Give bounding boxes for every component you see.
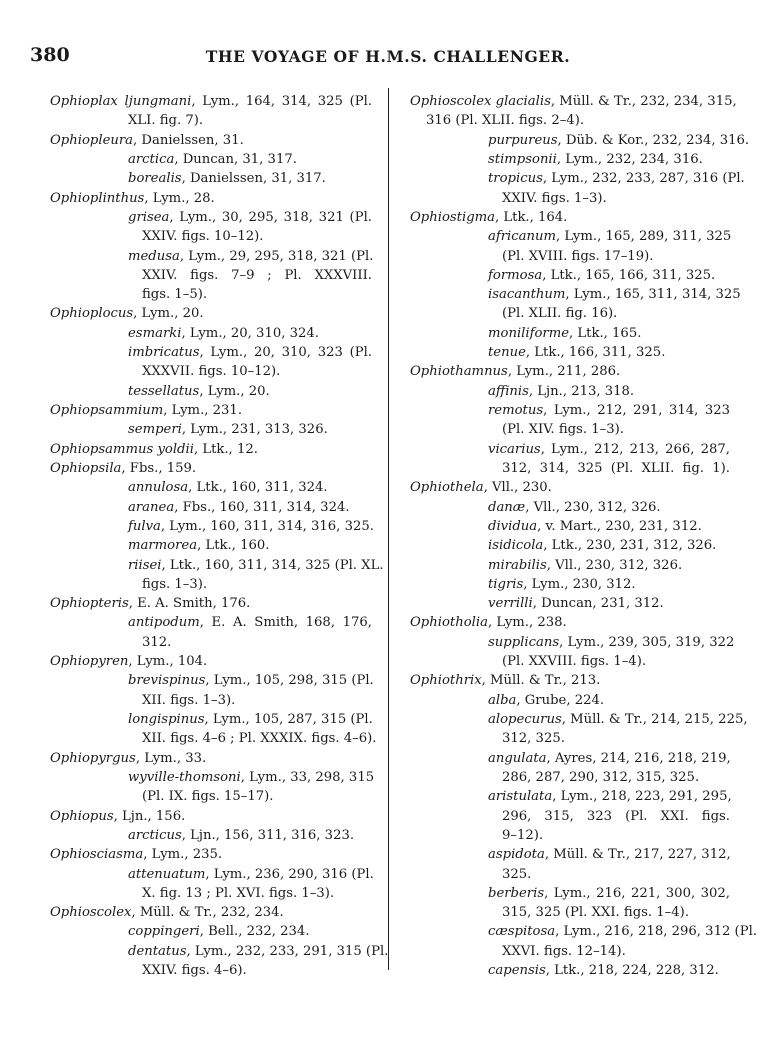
reference-text: 9–12). [502, 827, 544, 843]
taxon-name: alba [488, 692, 517, 708]
index-entry-line [410, 652, 730, 671]
index-entry-line [50, 382, 372, 401]
reference-text: , Lym., 160, 311, 314, 316, 325. [160, 518, 374, 534]
reference-text: , Lym., 211, 286. [507, 364, 621, 380]
reference-text: XXIV. figs. 10–12). [142, 229, 264, 245]
taxon-name: berberis [488, 885, 545, 901]
index-entry-genus [50, 131, 372, 150]
taxon-name: borealis [128, 171, 182, 187]
reference-text: , Ljn., 156, 311, 316, 323. [181, 827, 355, 843]
taxon-name: Ophiopyrgus [50, 750, 136, 766]
taxon-name: supplicans [488, 634, 560, 650]
reference-text: , Ayres, 214, 216, 218, 219, [546, 750, 731, 766]
reference-text: XXIV. figs. 7–9 ; Pl. XXXVIII. [142, 267, 372, 283]
taxon-name: tigris [488, 576, 524, 592]
index-entry-line [50, 169, 372, 188]
reference-text: , Lym., 218, 223, 291, 295, [552, 789, 732, 805]
taxon-name: tessellatus [128, 383, 200, 399]
taxon-name: formosa [488, 267, 543, 283]
reference-text: , Vll., 230, 312, 326. [525, 499, 661, 515]
index-entry-line [410, 247, 730, 266]
index-entry-line [410, 768, 730, 787]
reference-text: , Ljn., 156. [113, 808, 186, 824]
index-entry-genus [50, 845, 372, 864]
reference-text: , Lym., 232, 233, 291, 315 (Pl. [186, 943, 389, 959]
taxon-name: cæspitosa [488, 924, 556, 940]
index-entry-genus [50, 92, 372, 111]
index-entry-line [50, 710, 372, 729]
reference-text: figs. 1–5). [142, 287, 208, 303]
reference-text: , Lym., 105, 287, 315 (Pl. [204, 712, 373, 727]
reference-text: 316 (Pl. XLII. figs. 2–4). [426, 113, 585, 129]
taxon-name: Ophioplocus [50, 306, 134, 322]
index-entry-line [50, 942, 389, 961]
reference-text: figs. 1–3). [142, 576, 208, 592]
taxon-name: riisei [128, 557, 162, 573]
index-entry-genus [50, 401, 372, 420]
index-entry-genus [50, 807, 372, 826]
reference-text: , Lym., 231. [163, 403, 243, 418]
taxon-name: coppingeri [128, 924, 200, 940]
index-entry-genus [410, 362, 730, 381]
reference-text: , Ltk., 160, 311, 324. [188, 480, 328, 496]
taxon-name: longispinus [128, 712, 205, 727]
reference-text: , Lym., 104. [128, 654, 208, 670]
index-column-right [410, 92, 757, 980]
reference-text: , Lym., 238. [487, 615, 567, 631]
taxon-name: africanum [488, 229, 557, 245]
reference-text: , Lym., 28. [144, 190, 215, 206]
index-entry-genus [410, 671, 730, 690]
reference-text: , Lym., 236, 290, 316 (Pl. [205, 866, 374, 882]
reference-text: 312, 314, 325 (Pl. XLII. fig. 1). [502, 460, 730, 476]
taxon-name: aranea [128, 499, 175, 515]
reference-text: , Grube, 224. [516, 692, 605, 708]
taxon-name: esmarki [128, 325, 182, 341]
reference-text: , Ltk., 160, 311, 314, 325 (Pl. XL. [161, 557, 384, 573]
taxon-name: alopecurus [488, 712, 562, 727]
index-entry-line [50, 285, 372, 304]
reference-text: , Lym., 105, 298, 315 (Pl. [205, 673, 374, 689]
index-entry-genus [50, 459, 372, 478]
reference-text: , Lym., 212, 291, 314, 323 [543, 403, 730, 418]
page-number: 380 [30, 44, 70, 66]
index-entry-line [410, 884, 730, 903]
reference-text: (Pl. XVIII. figs. 17–19). [502, 248, 654, 264]
index-entry-genus [50, 440, 372, 459]
reference-text: , Duncan, 31, 317. [174, 151, 297, 167]
index-entry-line [50, 671, 372, 690]
index-entry-genus [410, 208, 730, 227]
reference-text: , Müll. & Tr., 213. [481, 673, 601, 689]
index-entry-line [50, 362, 372, 381]
taxon-name: mirabilis [488, 557, 547, 573]
reference-text: , Lym., 216, 218, 296, 312 (Pl. [555, 924, 757, 940]
running-head: THE VOYAGE OF H.M.S. CHALLENGER. [205, 47, 571, 66]
reference-text: , Lym., 230, 312. [523, 576, 636, 592]
index-entry-line [410, 749, 730, 768]
index-entry-genus [50, 189, 372, 208]
reference-text: , Düb. & Kor., 232, 234, 316. [557, 132, 750, 148]
reference-text: , Müll. & Tr., 217, 227, 312, [544, 847, 731, 863]
reference-text: 312, 325. [502, 731, 565, 747]
index-entry-line [50, 922, 372, 941]
taxon-name: angulata [488, 750, 547, 766]
taxon-name: aspidota [488, 847, 545, 863]
index-entry-line [410, 710, 748, 729]
index-entry-genus [410, 478, 730, 497]
taxon-name: brevispinus [128, 673, 206, 689]
index-entry-line [50, 343, 372, 362]
taxon-name: grisea [128, 209, 170, 225]
reference-text: , Müll. & Tr., 214, 215, 225, [561, 712, 748, 727]
reference-text: XXVI. figs. 12–14). [502, 943, 626, 959]
index-entry-line [50, 111, 372, 130]
taxon-name: Ophiothamnus [410, 364, 508, 380]
taxon-name: Ophioplinthus [50, 190, 145, 206]
reference-text: , Lym., 20. [199, 383, 270, 399]
reference-text: , Ltk., 165, 166, 311, 325. [542, 267, 716, 283]
index-entry-line [410, 845, 730, 864]
index-entry-line [410, 401, 730, 420]
taxon-name: semperi [128, 422, 182, 438]
reference-text: XLI. fig. 7). [128, 113, 204, 129]
index-entry-line [50, 826, 372, 845]
index-entry-line [50, 498, 372, 517]
index-entry-line [410, 633, 735, 652]
taxon-name: dividua [488, 518, 538, 534]
index-entry-line [50, 691, 372, 710]
index-entry-line [50, 517, 372, 536]
reference-text: , Lym., 231, 313, 326. [181, 422, 328, 438]
index-entry-line [50, 961, 372, 980]
reference-text: , Ltk., 12. [193, 441, 258, 457]
reference-text: , Fbs., 160, 311, 314, 324. [174, 499, 350, 515]
taxon-name: imbricatus [128, 345, 200, 361]
taxon-name: dentatus [128, 943, 187, 959]
index-entry-line [50, 613, 372, 632]
index-entry-line [410, 787, 730, 806]
reference-text: , Lym., 165, 289, 311, 325 [556, 229, 732, 245]
index-entry-line [410, 807, 730, 826]
reference-text: , Lym., 164, 314, 325 (Pl. [191, 94, 373, 109]
reference-text: , Vll., 230, 312, 326. [546, 557, 683, 573]
reference-text: , Ltk., 164. [495, 209, 568, 225]
index-entry-line [50, 150, 372, 169]
reference-text: , E. A. Smith, 176. [128, 596, 251, 612]
index-entry-line [50, 208, 372, 227]
reference-text: 312. [142, 634, 172, 650]
index-entry-line [410, 691, 730, 710]
index-entry-line [50, 266, 372, 285]
taxon-name: marmorea [128, 538, 198, 554]
reference-text: (Pl. IX. figs. 15–17). [142, 789, 274, 805]
reference-text: , Müll. & Tr., 232, 234. [131, 905, 284, 921]
reference-text: , Lym., 33, 298, 315 [240, 769, 375, 785]
taxon-name: Ophiopus [50, 808, 114, 824]
taxon-name: stimpsonii [488, 151, 557, 167]
reference-text: (Pl. XXVIII. figs. 1–4). [502, 654, 647, 670]
taxon-name: affinis [488, 383, 529, 399]
index-entry-genus [50, 749, 372, 768]
reference-text: , Lym., 29, 295, 318, 321 (Pl. [179, 248, 374, 264]
taxon-name: verrilli [488, 596, 533, 612]
reference-text: (Pl. XIV. figs. 1–3). [502, 422, 624, 438]
taxon-name: Ophiopyren [50, 654, 129, 670]
taxon-name: remotus [488, 403, 544, 418]
index-entry-line [410, 942, 730, 961]
taxon-name: Ophiopleura [50, 132, 134, 148]
reference-text: 296, 315, 323 (Pl. XXI. figs. [502, 808, 730, 824]
index-entry-line [50, 247, 372, 266]
taxon-name: Ophiothela [410, 480, 484, 496]
taxon-name: antipodum [128, 615, 200, 631]
taxon-name: Ophiopsammium [50, 403, 164, 418]
index-column-left [50, 92, 389, 980]
index-entry-line [410, 826, 730, 845]
reference-text: , Ltk., 218, 224, 228, 312. [545, 963, 719, 979]
taxon-name: Ophioscolex glacialis [410, 94, 551, 109]
reference-text: , Lym., 20, 310, 323 (Pl. [199, 345, 372, 361]
taxon-name: Ophiopsammus yoldii [50, 441, 194, 457]
taxon-name: attenuatum [128, 866, 206, 882]
column-divider [388, 88, 389, 970]
taxon-name: Ophiothrix [410, 673, 482, 689]
reference-text: , v. Mart., 230, 231, 312. [537, 518, 702, 534]
index-entry-line [50, 478, 372, 497]
index-entry-line [50, 556, 384, 575]
taxon-name: arctica [128, 151, 175, 167]
index-entry-line [410, 420, 730, 439]
index-entry-line [410, 575, 730, 594]
reference-text: XII. figs. 1–3). [142, 692, 236, 708]
taxon-name: moniliforme [488, 325, 570, 341]
index-entry-line [50, 536, 372, 555]
reference-text: , Ltk., 165. [569, 325, 642, 341]
reference-text: , Lym., 235. [143, 847, 223, 863]
reference-text: , Fbs., 159. [121, 460, 197, 476]
index-entry-line [410, 150, 730, 169]
reference-text: (Pl. XLII. fig. 16). [502, 306, 618, 322]
index-entry-line [410, 922, 757, 941]
index-entry-line [410, 382, 730, 401]
reference-text: , Müll. & Tr., 232, 234, 315, [550, 94, 737, 109]
index-entry-line [410, 594, 730, 613]
reference-text: , Lym., 232, 233, 287, 316 (Pl. [542, 171, 745, 187]
index-entry-line [410, 556, 730, 575]
reference-text: , Bell., 232, 234. [199, 924, 310, 940]
reference-text: , Duncan, 231, 312. [532, 596, 664, 612]
reference-text: XXIV. figs. 1–3). [502, 190, 607, 206]
index-entry-line [410, 961, 730, 980]
index-entry-line [410, 865, 730, 884]
index-entry-genus [50, 903, 372, 922]
index-entry-genus [410, 92, 737, 111]
taxon-name: Ophiosciasma [50, 847, 144, 863]
index-entry-line [50, 768, 375, 787]
index-entry-line [50, 787, 372, 806]
reference-text: , Lym., 20, 310, 324. [181, 325, 319, 341]
taxon-name: Ophiostigma [410, 209, 495, 225]
reference-text: , Lym., 33. [135, 750, 207, 766]
reference-text: , Lym., 165, 311, 314, 325 [565, 287, 741, 303]
reference-text: , E. A. Smith, 168, 176, [199, 615, 372, 631]
index-entry-line [410, 536, 730, 555]
index-entry-line [410, 266, 730, 285]
reference-text: , Lym., 212, 213, 266, 287, [540, 441, 730, 457]
taxon-name: isidicola [488, 538, 544, 554]
taxon-name: Ophioscolex [50, 905, 132, 921]
index-entry-line [50, 633, 372, 652]
index-entry-line [410, 343, 730, 362]
index-entry-line [410, 517, 730, 536]
taxon-name: tropicus [488, 171, 543, 187]
index-entry-line [50, 884, 372, 903]
index-entry-line [410, 498, 730, 517]
index-entry-line [50, 420, 372, 439]
reference-text: , Lym., 30, 295, 318, 321 (Pl. [169, 209, 372, 225]
index-entry-genus [410, 613, 730, 632]
reference-text: , Lym., 216, 221, 300, 302, [544, 885, 730, 901]
reference-text: 286, 287, 290, 312, 315, 325. [502, 769, 700, 785]
taxon-name: Ophiopsila [50, 460, 122, 476]
taxon-name: danæ [488, 499, 526, 515]
taxon-name: Ophiopteris [50, 596, 129, 612]
index-entry-line [50, 575, 372, 594]
taxon-name: capensis [488, 963, 546, 979]
index-entry-line [410, 459, 730, 478]
reference-text: , Lym., 232, 234, 316. [556, 151, 703, 167]
index-entry-line [50, 865, 372, 884]
index-entry-line [50, 227, 372, 246]
index-entry-line [410, 285, 741, 304]
index-entry-line [410, 729, 730, 748]
reference-text: , Danielssen, 31, 317. [181, 171, 326, 187]
taxon-name: vicarius [488, 441, 541, 457]
index-entry-genus [50, 594, 372, 613]
index-entry-genus [50, 652, 372, 671]
index-entry-line [410, 903, 730, 922]
index-entry-line [50, 324, 372, 343]
reference-text: , Vll., 230. [483, 480, 552, 496]
reference-text: , Lym., 20. [133, 306, 204, 322]
index-entry-line [410, 131, 750, 150]
index-entry-line [50, 729, 377, 748]
reference-text: , Lym., 239, 305, 319, 322 [559, 634, 735, 650]
taxon-name: aristulata [488, 789, 553, 805]
reference-text: , Ltk., 230, 231, 312, 326. [543, 538, 717, 554]
taxon-name: isacanthum [488, 287, 566, 303]
reference-text: 325. [502, 866, 532, 882]
reference-text: , Danielssen, 31. [133, 132, 244, 148]
reference-text: XXXVII. figs. 10–12). [142, 364, 281, 380]
reference-text: XII. figs. 4–6 ; Pl. XXXIX. figs. 4–6). [142, 731, 377, 747]
index-entry-line [410, 440, 730, 459]
taxon-name: wyville-thomsoni [128, 769, 241, 785]
reference-text: XXIV. figs. 4–6). [142, 963, 247, 979]
reference-text: X. fig. 13 ; Pl. XVI. figs. 1–3). [142, 885, 335, 901]
index-entry-genus [50, 304, 372, 323]
taxon-name: tenue [488, 345, 526, 361]
taxon-name: purpureus [488, 132, 558, 148]
taxon-name: Ophiotholia [410, 615, 488, 631]
taxon-name: fulva [128, 518, 161, 534]
index-entry-line [410, 227, 730, 246]
index-entry-line [410, 169, 745, 188]
taxon-name: annulosa [128, 480, 189, 496]
reference-text: , Ltk., 166, 311, 325. [525, 345, 666, 361]
reference-text: , Ljn., 213, 318. [528, 383, 635, 399]
taxon-name: arcticus [128, 827, 182, 843]
index-entry-line [410, 304, 730, 323]
taxon-name: Ophioplax ljungmani [50, 94, 192, 109]
index-entry-line [410, 324, 730, 343]
index-entry-line [410, 189, 730, 208]
taxon-name: medusa [128, 248, 180, 264]
reference-text: , Ltk., 160. [197, 538, 270, 554]
index-entry-line [410, 111, 730, 130]
reference-text: 315, 325 (Pl. XXI. figs. 1–4). [502, 905, 690, 921]
